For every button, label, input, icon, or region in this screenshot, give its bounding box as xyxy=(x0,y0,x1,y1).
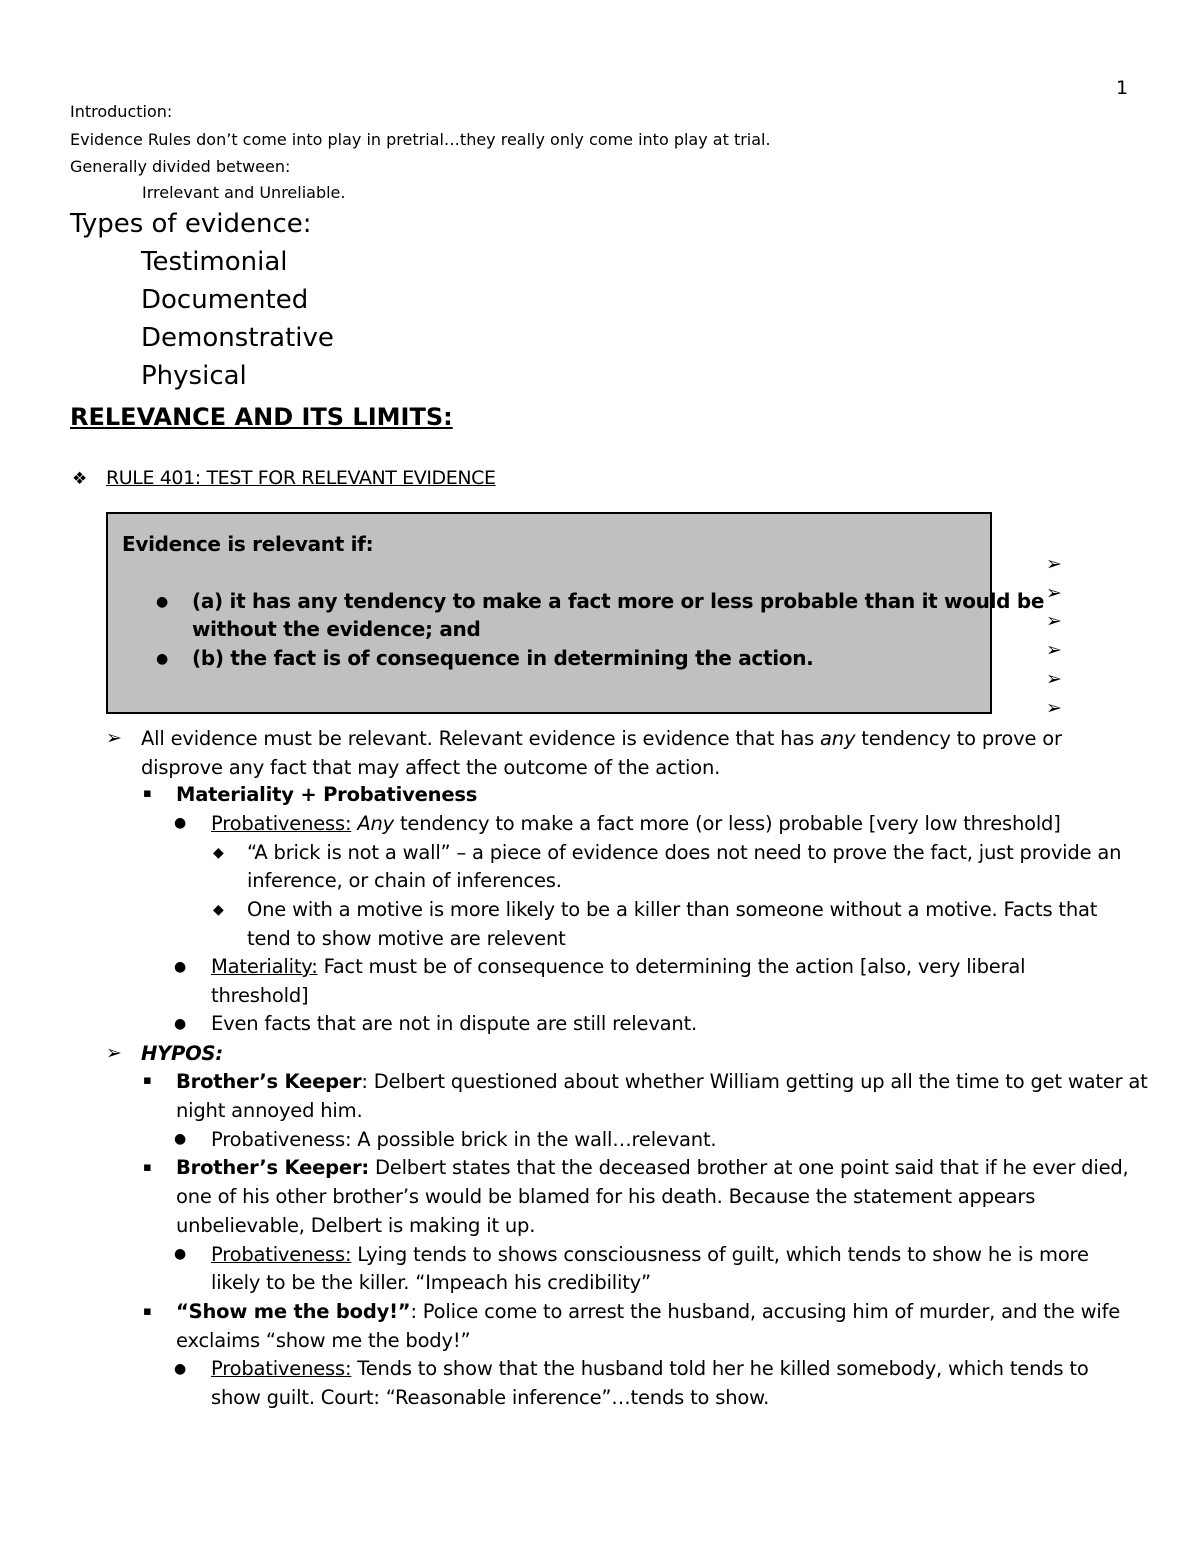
bullet-dot-icon: ● xyxy=(156,594,169,610)
square-bullet-icon: ▪ xyxy=(143,1304,152,1319)
text-run: : Delbert questioned about whether William getting up all the time to get water at xyxy=(361,1070,1148,1093)
note-line: “A brick is not a wall” – a piece of evidence does not need to prove the fact, just provide an xyxy=(247,841,1122,864)
note-line: show guilt. Court: “Reasonable inference”…tends to show. xyxy=(211,1386,770,1409)
hypos-heading: HYPOS: xyxy=(141,1042,223,1065)
box-item-b: (b) the fact is of consequence in determining the action. xyxy=(192,646,814,670)
section-heading: RELEVANCE AND ITS LIMITS: xyxy=(70,403,453,431)
text-run: Lying tends to shows consciousness of guilt, which tends to show he is more xyxy=(351,1243,1089,1266)
bullet-dot-icon: ● xyxy=(174,1246,187,1262)
square-bullet-icon: ▪ xyxy=(143,1073,152,1088)
note-line xyxy=(211,955,1025,978)
note-line: Materiality + Probativeness xyxy=(176,783,478,806)
box-item-a-cont: without the evidence; and xyxy=(192,617,481,641)
rule-box xyxy=(106,512,1045,714)
intro-line: Generally divided between: xyxy=(70,157,291,176)
arrow-icon: ➢ xyxy=(106,727,122,749)
note-line xyxy=(176,1156,1129,1179)
intro-line: Evidence Rules don’t come into play in pretrial…they really only come into play at trial. xyxy=(70,130,771,149)
term-label: Probativeness: xyxy=(211,812,352,835)
intro-line: Irrelevant and Unreliable. xyxy=(142,183,346,202)
types-item: Demonstrative xyxy=(141,323,334,353)
rule-heading: RULE 401: TEST FOR RELEVANT EVIDENCE xyxy=(106,467,496,489)
arrow-icon: ➢ xyxy=(1046,610,1062,632)
text-run: tendency to make a fact more (or less) probable [very low threshold] xyxy=(393,812,1061,835)
note-line: threshold] xyxy=(211,984,309,1007)
note-line xyxy=(211,1357,1089,1380)
bullet-dot-icon: ● xyxy=(156,651,169,667)
diamond-bullet-icon: ◆ xyxy=(213,845,224,861)
types-item: Documented xyxy=(141,285,309,315)
types-heading: Types of evidence: xyxy=(70,209,312,239)
intro-heading: Introduction: xyxy=(70,102,173,121)
bullet-dot-icon: ● xyxy=(174,1361,187,1377)
term-label: Brother’s Keeper: xyxy=(176,1156,369,1179)
term-label: “Show me the body!” xyxy=(176,1300,411,1323)
note-line: likely to be the killer. “Impeach his credibility” xyxy=(211,1271,651,1294)
text-run: : Police come to arrest the husband, accusing him of murder, and the wife xyxy=(410,1300,1121,1323)
note-line: inference, or chain of inferences. xyxy=(247,869,562,892)
note-line: One with a motive is more likely to be a killer than someone without a motive. Facts that xyxy=(247,898,1098,921)
note-line xyxy=(211,1243,1089,1266)
arrow-icon: ➢ xyxy=(1046,668,1062,690)
box-item-a: (a) it has any tendency to make a fact more or less probable than it would be xyxy=(192,589,1045,613)
square-bullet-icon: ▪ xyxy=(143,1160,152,1175)
note-line: disprove any fact that may affect the outcome of the action. xyxy=(141,756,721,779)
diamond-bullet-icon: ◆ xyxy=(213,902,224,918)
four-diamond-icon: ❖ xyxy=(72,469,88,489)
note-line: exclaims “show me the body!” xyxy=(176,1329,471,1352)
note-line: night annoyed him. xyxy=(176,1099,363,1122)
note-line xyxy=(141,727,1062,750)
text-run: Fact must be of consequence to determining the action [also, very liberal xyxy=(317,955,1026,978)
square-bullet-icon: ▪ xyxy=(143,786,152,801)
emphasis: Any xyxy=(357,812,394,835)
arrow-icon: ➢ xyxy=(1046,697,1062,719)
note-line: Even facts that are not in dispute are still relevant. xyxy=(211,1012,698,1035)
arrow-icon: ➢ xyxy=(1046,582,1062,604)
text-run: tendency to prove or xyxy=(855,727,1062,750)
note-line xyxy=(176,1300,1120,1323)
note-line xyxy=(176,1070,1148,1093)
note-line xyxy=(211,812,1061,835)
emphasis: any xyxy=(820,727,856,750)
bullet-dot-icon: ● xyxy=(174,1131,187,1147)
text-run: All evidence must be relevant. Relevant evidence is evidence that has xyxy=(141,727,821,750)
term-label: Materiality: xyxy=(211,955,318,978)
note-line: Probativeness: A possible brick in the wall…relevant. xyxy=(211,1128,717,1151)
arrow-icon: ➢ xyxy=(1046,553,1062,575)
text-run: Delbert states that the deceased brother at one point said that if he ever died, xyxy=(368,1156,1129,1179)
page-number: 1 xyxy=(1116,77,1129,99)
arrow-icon: ➢ xyxy=(106,1042,122,1064)
arrow-icon: ➢ xyxy=(1046,639,1062,661)
term-label: Probativeness: xyxy=(211,1243,352,1266)
note-line: one of his other brother’s would be blamed for his death. Because the statement appears xyxy=(176,1185,1036,1208)
note-line: unbelievable, Delbert is making it up. xyxy=(176,1214,536,1237)
types-item: Testimonial xyxy=(141,247,288,277)
box-title: Evidence is relevant if: xyxy=(122,532,374,556)
bullet-dot-icon: ● xyxy=(174,959,187,975)
term-label: Probativeness: xyxy=(211,1357,352,1380)
bullet-dot-icon: ● xyxy=(174,815,187,831)
term-label: Brother’s Keeper xyxy=(176,1070,362,1093)
types-item: Physical xyxy=(141,361,247,391)
bullet-dot-icon: ● xyxy=(174,1016,187,1032)
text-run: Tends to show that the husband told her he killed somebody, which tends to xyxy=(351,1357,1089,1380)
note-line: tend to show motive are relevent xyxy=(247,927,566,950)
